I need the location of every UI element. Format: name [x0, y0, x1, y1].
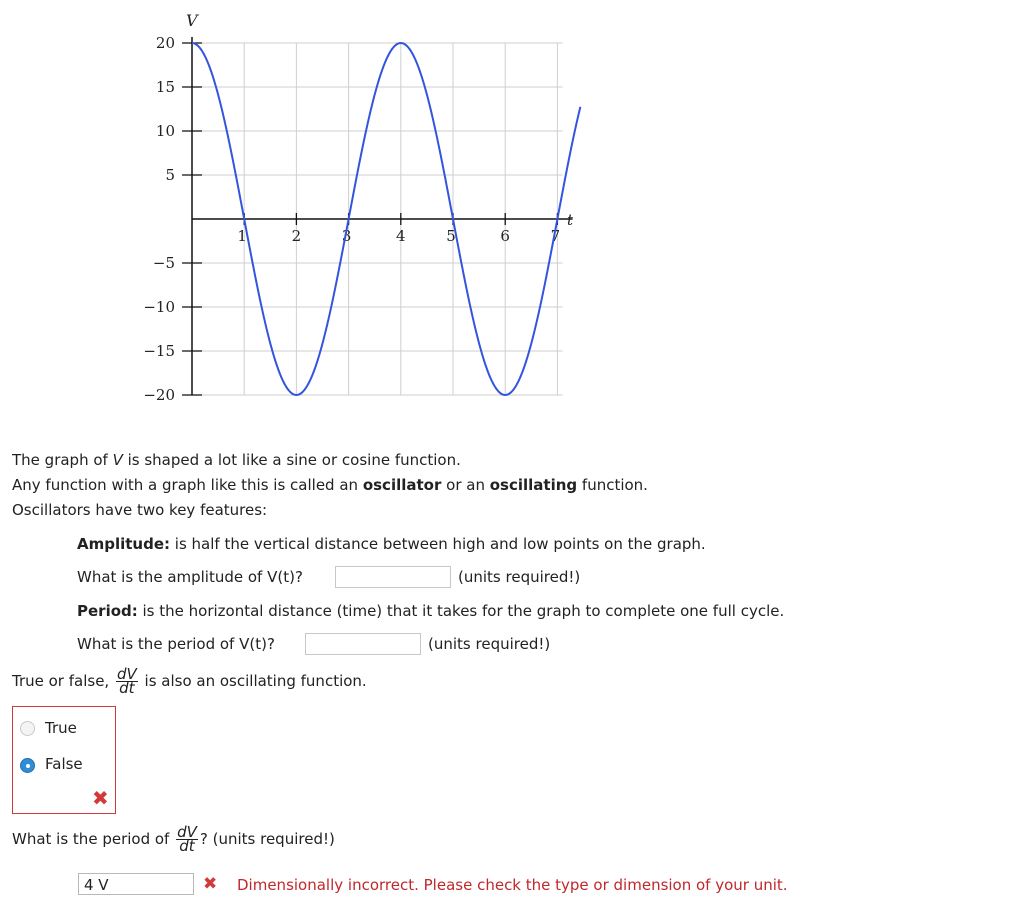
- period-question: What is the period of V(t)?: [77, 635, 275, 653]
- y-tick-label: 20: [155, 34, 175, 52]
- x-tick-label: 6: [500, 227, 510, 245]
- y-tick-label: 5: [165, 166, 175, 184]
- y-tick-label: 15: [155, 78, 175, 96]
- radio-true[interactable]: [20, 721, 35, 736]
- incorrect-x-icon: ✖: [203, 874, 218, 894]
- y-tick-label: 10: [155, 122, 175, 140]
- option-false-label[interactable]: False: [45, 755, 83, 773]
- error-message: Dimensionally incorrect. Please check the type or dimension of your unit.: [237, 876, 788, 894]
- x-tick-label: 7: [550, 227, 561, 245]
- intro-line-2: Any function with a graph like this is called an oscillator or an oscillating function.: [12, 476, 648, 494]
- y-tick-label: −5: [152, 254, 175, 272]
- y-tick-label: −10: [143, 298, 175, 316]
- x-tick-label: 2: [291, 227, 302, 245]
- period-definition: Period: is the horizontal distance (time) that it takes for the graph to complete one full cycle.: [77, 602, 785, 620]
- deriv-period-answer-input[interactable]: 4 V: [78, 873, 194, 895]
- deriv-period-question: What is the period of $\frac{dV}{dt}$ ? (units required!): [12, 823, 335, 855]
- intro-line-3: Oscillators have two key features:: [12, 501, 268, 519]
- amplitude-question: What is the amplitude of V(t)?: [77, 568, 303, 586]
- intro-line-1: The graph of V is shaped a lot like a sine or cosine function.: [12, 451, 461, 469]
- x-tick-label: 3: [341, 227, 352, 245]
- x-tick-label: 5: [446, 227, 456, 245]
- period-answer-input[interactable]: [305, 633, 421, 655]
- amplitude-definition: Amplitude: is half the vertical distance between high and low points on the graph.: [77, 535, 706, 553]
- x-axis-label: t: [567, 211, 574, 229]
- x-tick-label: 1: [237, 227, 247, 245]
- radio-false[interactable]: [20, 758, 35, 773]
- x-ticks: [237, 213, 560, 245]
- option-true-label[interactable]: True: [45, 719, 77, 737]
- y-tick-label: −15: [143, 342, 175, 360]
- period-units-note: (units required!): [428, 635, 551, 653]
- incorrect-x-icon: ✖: [92, 786, 109, 810]
- oscillator-graph: [0, 0, 600, 420]
- graph-axes: [192, 37, 573, 395]
- tf-question: True or false, $\frac{dV}{dt}$ is also an oscillating function.: [12, 665, 367, 697]
- x-tick-label: 4: [396, 227, 406, 245]
- y-tick-label: −20: [143, 386, 175, 404]
- amplitude-units-note: (units required!): [458, 568, 581, 586]
- amplitude-answer-input[interactable]: [335, 566, 451, 588]
- y-axis-label: V: [186, 11, 198, 30]
